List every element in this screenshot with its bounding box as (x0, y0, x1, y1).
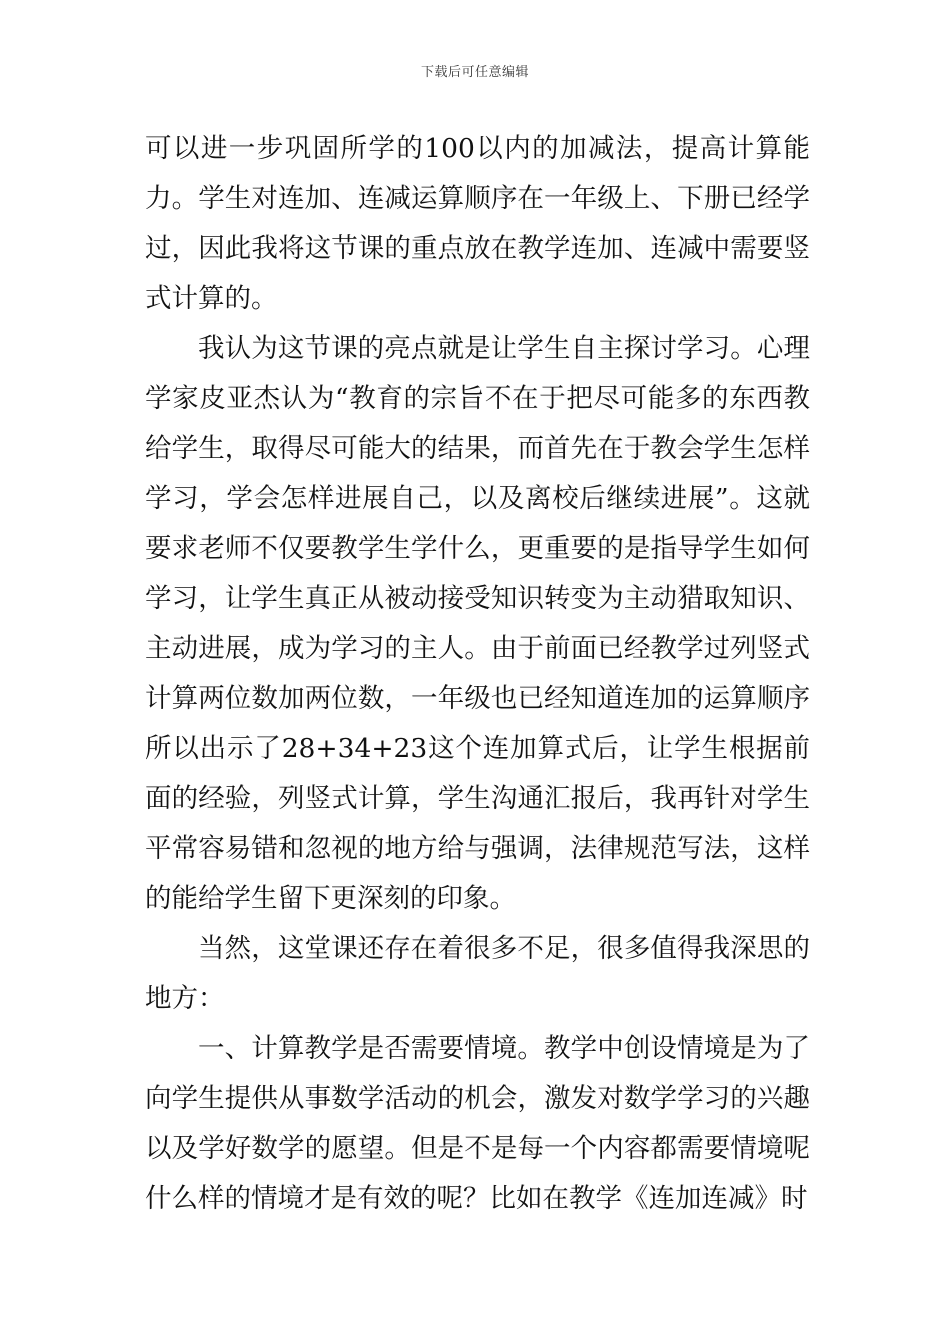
document-body (145, 124, 810, 1224)
paragraph-2: 我认为这节课的亮点就是让学生自主探讨学习。心理学家皮亚杰认为“教育的宗旨不在于把尽可能多的东西教给学生，取得尽可能大的结果，而首先在于教会学生怎样学习，学会怎样进展自己，以及离校后继续进展”。这就要求老师不仅要教学生学什么，更重要的是指导学生如何学习，让学生真正从被动接受知识转变为主动猎取知识、主动进展，成为学习的主人。由于前面已经教学过列竖式计算两位数加两位数，一年级也已经知道连加的运算顺序所以出示了28+34+23这个连加算式后，让学生根据前面的经验，列竖式计算，学生沟通汇报后，我再针对学生平常容易错和忽视的地方给与强调，法律规范写法，这样的能给学生留下更深刻的印象。 (145, 333, 810, 914)
paragraph-4: 一、计算教学是否需要情境。教学中创设情境是为了向学生提供从事数学活动的机会，激发对数学学习的兴趣以及学好数学的愿望。但是不是每一个内容都需要情境呢什么样的情境才是有效的呢？比如在教学《连加连减》时 (145, 1033, 810, 1214)
paragraph-3: 当然，这堂课还存在着很多不足，很多值得我深思的地方： (145, 933, 810, 1014)
page-header: 下载后可任意编辑 (420, 65, 529, 80)
paragraph-1: 可以进一步巩固所学的100以内的加减法，提高计算能力。学生对连加、连减运算顺序在一年级上、下册已经学过，因此我将这节课的重点放在教学连加、连减中需要竖式计算的。 (145, 133, 810, 314)
